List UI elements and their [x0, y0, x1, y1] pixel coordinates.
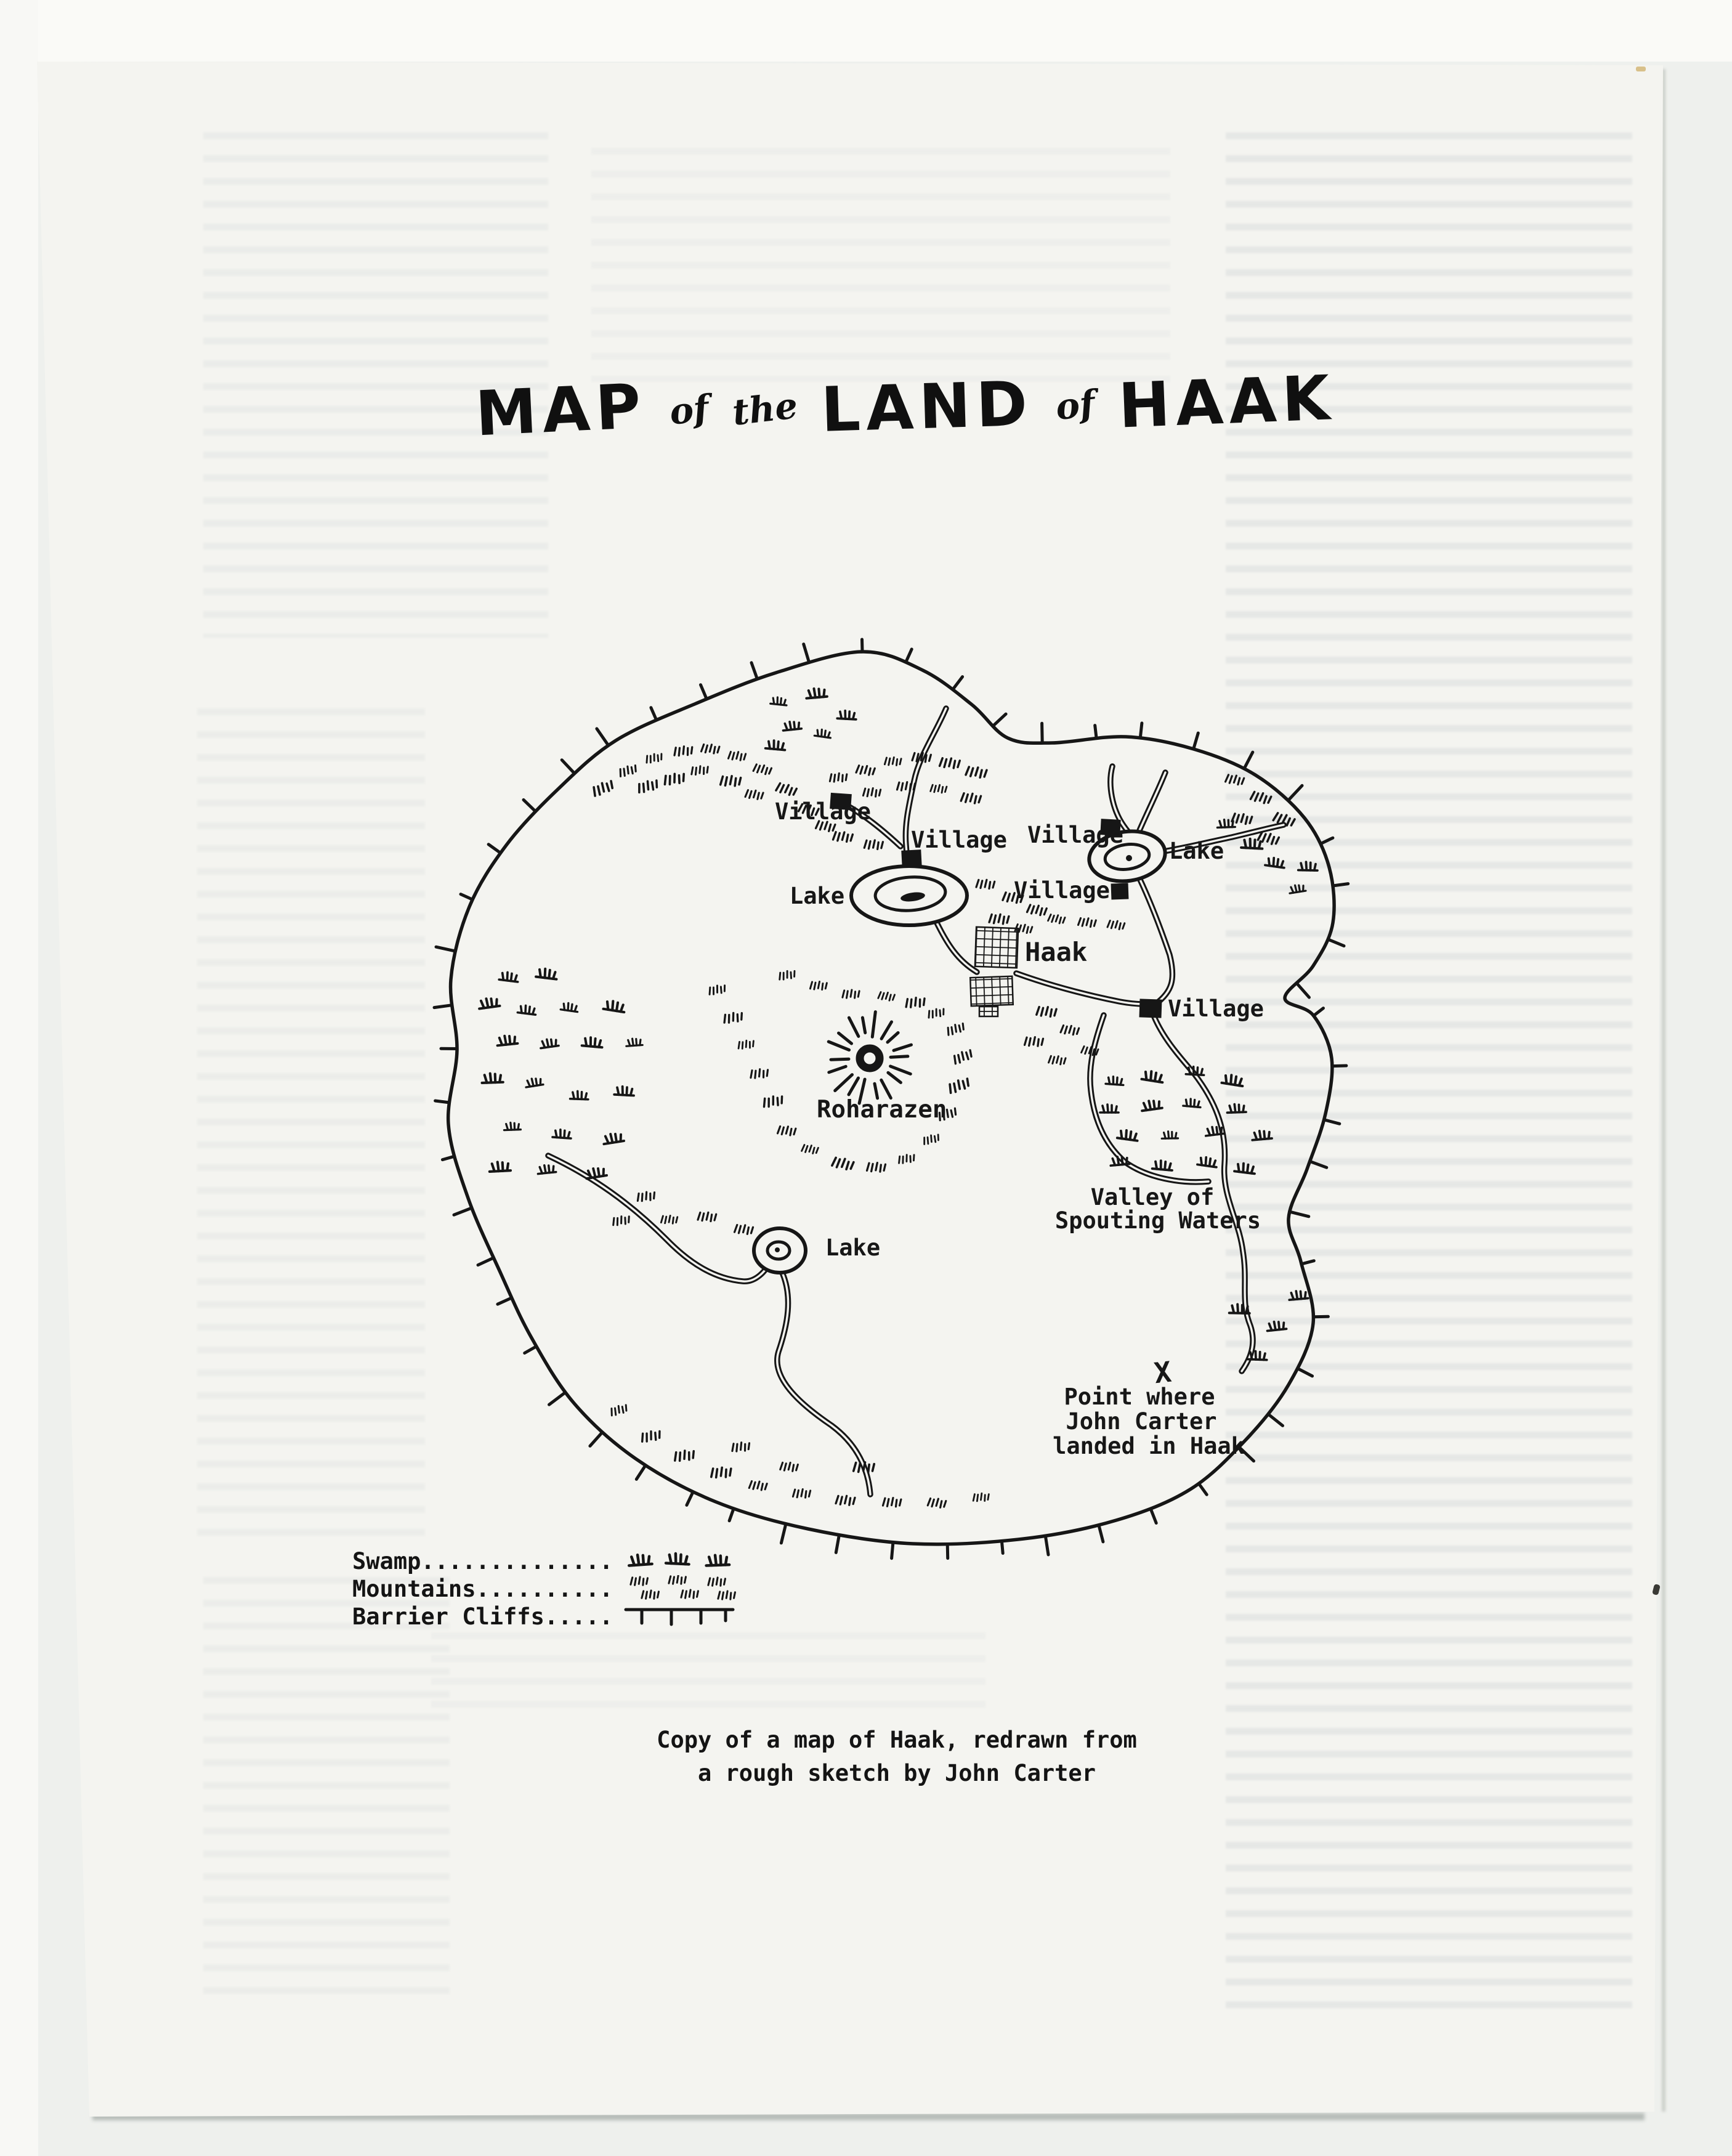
lake-south-shape: [754, 1228, 806, 1273]
legend-label-mountains: Mountains..........: [352, 1576, 613, 1602]
crater-ray: [891, 1056, 908, 1057]
label-landing-line2: John Carter: [1066, 1408, 1217, 1435]
mountain-mark: [691, 766, 708, 775]
mountain-mark: [641, 1430, 661, 1442]
title-word-land: LAND: [820, 367, 1034, 446]
crater-ray: [894, 1045, 912, 1050]
crater-ray: [891, 1066, 911, 1074]
mountain-mark: [723, 1012, 743, 1024]
crater-ray: [831, 1059, 849, 1060]
mountain-mark: [810, 981, 827, 990]
label-landing-line3: landed in Haak: [1053, 1433, 1245, 1459]
barrier-cliff-tick: [729, 1509, 734, 1521]
mountain-mark: [946, 1023, 965, 1035]
map-labels: [775, 798, 1264, 1459]
mountain-mark: [779, 970, 796, 981]
mountain-mark: [780, 1462, 798, 1472]
caption-line2: a rough sketch by John Carter: [697, 1760, 1096, 1786]
mountain-mark: [1078, 917, 1096, 927]
barrier-cliff-tick: [454, 1208, 472, 1215]
label-village-e: Village: [1014, 877, 1110, 904]
mountain-mark: [661, 1215, 678, 1224]
barrier-cliff-tick: [1002, 1541, 1003, 1554]
mountain-mark: [777, 1125, 796, 1136]
scanner-backing-left: [0, 0, 38, 2156]
swamp-mark: [1247, 1351, 1267, 1360]
crater-ray: [835, 1075, 852, 1091]
label-roharazen: Roharazen: [817, 1096, 947, 1124]
barrier-cliff-tick: [892, 1542, 893, 1558]
barrier-cliff-tick: [1045, 1536, 1048, 1555]
barrier-cliff-tick: [590, 1432, 602, 1446]
swamp-mark: [1222, 1074, 1244, 1086]
mountain-mark: [830, 773, 847, 782]
swamp-mark: [766, 740, 786, 750]
mountain-mark: [753, 763, 772, 775]
mountain-mark: [750, 1069, 768, 1079]
crater-ray: [849, 1078, 859, 1095]
barrier-cliff-tick: [1099, 1525, 1103, 1542]
mountain-mark: [928, 1008, 945, 1018]
crater-ray: [839, 1033, 852, 1044]
mountain-mark: [928, 1497, 946, 1508]
swamp-mark: [525, 1077, 543, 1087]
mountain-mark: [843, 990, 859, 998]
title-word-of-1: of: [667, 387, 711, 433]
mountain-mark: [721, 776, 741, 786]
swamp-mark: [1183, 1098, 1201, 1108]
label-village-nw: Village: [775, 798, 871, 825]
mountain-mark: [637, 779, 658, 793]
barrier-cliff-tick: [1140, 723, 1142, 738]
mountain-mark: [952, 1049, 973, 1064]
barrier-cliff-tick: [993, 714, 1006, 726]
mountain-mark: [711, 1467, 731, 1478]
swamp-mark: [1227, 1104, 1246, 1112]
barrier-cliff-tick: [434, 1005, 452, 1008]
barrier-cliffs-symbol: [623, 1605, 740, 1629]
title-word-haak: HAAK: [1117, 362, 1337, 442]
barrier-cliff-tick: [524, 800, 535, 811]
swamp-mark: [540, 1038, 559, 1048]
barrier-cliff-tick: [1314, 1008, 1324, 1016]
mountain-mark: [923, 1133, 940, 1145]
crater-ray: [872, 1012, 875, 1037]
swamp-mark: [489, 1161, 511, 1172]
swamp-mark: [626, 1038, 642, 1046]
barrier-cliff-tick: [1313, 1316, 1328, 1317]
mountain-mark: [1025, 1037, 1043, 1046]
landing-x-marker: X: [1152, 1355, 1173, 1390]
mountain-mark: [1107, 920, 1125, 930]
label-village-se: Village: [1168, 995, 1264, 1022]
swamp-mark: [504, 1122, 520, 1130]
mountain-mark: [738, 1040, 755, 1049]
title-word-the: the: [730, 384, 800, 434]
mountain-mark: [1048, 914, 1065, 924]
roharazen-crater-icon: [828, 1012, 911, 1104]
mountain-mark: [939, 757, 960, 768]
mountain-mark: [701, 744, 719, 754]
crater-ray: [888, 1033, 898, 1042]
swamp-mark: [1197, 1156, 1218, 1167]
label-lake-west: Lake: [790, 883, 845, 909]
crater-ray: [828, 1042, 849, 1050]
barrier-cliff-tick: [1298, 1369, 1313, 1376]
barrier-cliff-tick: [562, 760, 575, 774]
label-village-ne: Village: [1027, 822, 1123, 848]
barrier-cliff-tick: [1328, 939, 1344, 946]
mountain-mark: [883, 1497, 900, 1507]
barrier-cliff-tick: [461, 894, 472, 900]
label-haak-city: Haak: [1025, 937, 1088, 967]
mountain-mark: [1250, 791, 1271, 804]
swamp-mark: [814, 729, 832, 738]
barrier-cliff-tick: [953, 677, 963, 690]
barrier-cliff-tick: [478, 1258, 493, 1265]
mountain-mark: [801, 1144, 818, 1154]
label-lake-south: Lake: [825, 1234, 881, 1261]
title-word-map: MAP: [474, 370, 648, 450]
label-landing-line1: Point where: [1064, 1384, 1215, 1410]
crater-ray: [888, 1072, 901, 1082]
mountain-mark: [898, 1154, 915, 1164]
barrier-cliff-tick: [442, 1156, 454, 1159]
mountain-mark: [1027, 904, 1046, 916]
legend-row-barrier-cliffs: [352, 1603, 740, 1631]
barrier-cliff-tick: [1042, 723, 1043, 743]
barrier-cliff-tick: [836, 1535, 839, 1553]
mountain-mark: [645, 753, 663, 763]
barrier-cliff-tick: [687, 1492, 693, 1506]
barrier-cliff-tick: [701, 685, 707, 699]
swamp-mark: [1265, 857, 1285, 868]
barrier-cliff-tick: [435, 1101, 450, 1103]
mountain-mark: [867, 1162, 886, 1172]
label-lake-northeast: Lake: [1169, 838, 1224, 864]
barrier-cliff-tick: [1095, 726, 1096, 739]
barrier-cliff-tick: [498, 1298, 512, 1304]
swamp-mark: [582, 1037, 603, 1047]
crater-ray: [829, 1066, 846, 1072]
swamp-mark: [560, 1002, 578, 1012]
barrier-cliff-tick: [781, 1524, 786, 1543]
swamp-mark: [782, 721, 801, 731]
barrier-cliff-tick: [804, 644, 809, 663]
bleedthrough-text-bottom-center: [431, 1632, 985, 1712]
mountain-mark: [698, 1212, 716, 1222]
swamp-mark: [1100, 1104, 1119, 1112]
mountain-mark: [884, 757, 901, 766]
legend-row-mountains: [352, 1575, 740, 1603]
swamp-mark: [806, 687, 827, 698]
mountain-mark: [854, 1462, 875, 1472]
mountain-mark: [732, 1442, 750, 1452]
barrier-cliff-tick: [651, 708, 657, 720]
mountain-mark: [728, 751, 745, 761]
scan-corner-spot: [1636, 67, 1646, 71]
barrier-cliff-tick: [906, 649, 912, 662]
mountain-mark: [674, 746, 693, 756]
mountain-mark: [1061, 1024, 1079, 1035]
mountain-mark: [931, 784, 947, 793]
barrier-cliff-tick: [1301, 1261, 1314, 1264]
title-word-of-2: of: [1053, 382, 1098, 429]
label-village-n: Village: [911, 827, 1007, 853]
barrier-cliff-tick: [862, 639, 863, 652]
barrier-cliff-tick: [1288, 785, 1302, 800]
barrier-cliff-tick: [1151, 1509, 1156, 1523]
lake-west-shape: [851, 866, 967, 925]
mountain-mark: [832, 1157, 854, 1170]
barrier-cliff-tick: [436, 947, 455, 951]
mountain-mark: [610, 1404, 628, 1416]
swamp-mark: [1152, 1160, 1173, 1170]
mountain-mark: [618, 764, 637, 777]
barrier-cliff-tick: [525, 1347, 536, 1353]
legend-label-swamp: Swamp..............: [352, 1548, 613, 1574]
swamp-mark: [1141, 1099, 1162, 1111]
mountain-mark: [948, 1077, 971, 1093]
haak-island-map: [403, 619, 1370, 1611]
barrier-cliff-tick: [947, 1544, 948, 1558]
bleedthrough-text-left-mid: [197, 708, 425, 1540]
swamp-mark: [837, 710, 856, 719]
swamp-mark: [1298, 862, 1317, 870]
barrier-cliff-tick: [1333, 884, 1348, 886]
mountain-mark: [961, 792, 981, 804]
mountain-mark: [836, 1495, 855, 1506]
mountain-mark: [745, 789, 763, 800]
bleedthrough-text-left-bottom: [203, 1577, 450, 2008]
mountain-mark: [989, 914, 1009, 924]
barrier-cliff-tick: [1268, 1414, 1283, 1426]
swamp-mark: [570, 1091, 589, 1100]
swamp-mark: [771, 697, 787, 705]
mountain-mark: [833, 831, 852, 842]
mountain-mark: [663, 772, 685, 785]
mountain-mark: [734, 1224, 753, 1234]
swamp-mark: [1241, 838, 1263, 849]
swamp-mark: [536, 968, 557, 979]
mountain-mark: [612, 1215, 630, 1226]
barrier-cliff-tick: [488, 845, 501, 853]
mountain-mark: [976, 879, 995, 889]
mountain-mark: [776, 782, 797, 796]
mountain-mark: [763, 1095, 783, 1108]
mountain-mark: [793, 1489, 810, 1497]
swamp-mark: [1217, 819, 1235, 827]
mountain-mark: [864, 840, 883, 849]
barrier-cliff-tick: [1290, 1212, 1309, 1217]
swamp-mark: [614, 1086, 634, 1095]
swamp-mark: [1289, 1290, 1308, 1300]
swamp-mark: [1142, 1070, 1164, 1082]
barrier-cliff-tick: [636, 1465, 645, 1480]
label-valley-line2: Spouting Waters: [1054, 1207, 1261, 1234]
village-se-icon: [1139, 999, 1162, 1018]
barrier-cliff-tick: [549, 1392, 565, 1404]
swamp-mark: [482, 1073, 503, 1083]
mountain-mark: [966, 766, 987, 778]
mountain-mark: [973, 1493, 989, 1501]
crater-ray: [862, 1018, 865, 1033]
scanner-backing-top: [0, 0, 1732, 62]
village-e-icon: [1111, 883, 1129, 900]
mountain-mark: [674, 1450, 694, 1462]
swamp-mark: [496, 1035, 517, 1046]
swamp-mark: [602, 1132, 624, 1144]
mountain-mark: [592, 780, 615, 796]
caption-line1: Copy of a map of Haak, redrawn from: [657, 1727, 1137, 1753]
swamp-mark: [1266, 1321, 1286, 1331]
swamp-mark: [1205, 1125, 1224, 1136]
swamp-mark: [1106, 1076, 1124, 1085]
swamp-mark: [1289, 884, 1306, 893]
swamp-mark: [604, 1000, 626, 1012]
swamp-mark: [1117, 1129, 1139, 1141]
mountain-mark: [1225, 774, 1244, 785]
bleedthrough-text-center-top: [591, 148, 1170, 382]
legend-row-swamp: [352, 1547, 740, 1575]
mountains-symbol: [623, 1575, 740, 1603]
swamp-mark: [1252, 1130, 1272, 1140]
barrier-cliff-tick: [1321, 838, 1333, 844]
swamp-mark: [517, 1005, 536, 1015]
swamp-mark: [537, 1164, 556, 1174]
swamp-mark: [499, 971, 519, 982]
swamp-mark: [552, 1129, 572, 1138]
map-caption: [435, 1724, 1359, 1790]
mountain-mark: [1048, 1055, 1066, 1065]
mountain-mark: [878, 991, 895, 1001]
mountain-mark: [856, 764, 875, 776]
mountain-mark: [1232, 813, 1252, 824]
barrier-cliff-tick: [597, 729, 609, 745]
mountain-mark: [1037, 1006, 1057, 1017]
crater-ray: [849, 1018, 858, 1036]
map-legend: [352, 1547, 740, 1631]
swamp-symbol: [623, 1547, 740, 1576]
barrier-cliff-tick: [1244, 752, 1253, 769]
swamp-mark: [478, 997, 500, 1008]
barrier-cliff-tick: [1324, 1120, 1340, 1124]
barrier-cliff-tick: [1297, 983, 1309, 997]
crater-ray: [881, 1022, 891, 1039]
barrier-cliff-tick: [1194, 733, 1199, 749]
mountain-mark: [749, 1480, 767, 1491]
mountain-mark: [637, 1191, 655, 1202]
mountain-mark: [863, 788, 880, 796]
mountain-mark: [708, 984, 726, 995]
swamp-mark: [1234, 1162, 1255, 1173]
legend-label-barrier-cliffs: Barrier Cliffs.....: [352, 1603, 613, 1630]
label-valley-line1: Valley of: [1090, 1184, 1215, 1210]
barrier-cliff-tick: [1199, 1483, 1207, 1494]
barrier-cliff-tick: [751, 663, 757, 679]
barrier-cliff-tick: [1310, 1161, 1327, 1167]
swamp-mark: [1162, 1131, 1178, 1138]
mountain-mark: [905, 997, 925, 1008]
